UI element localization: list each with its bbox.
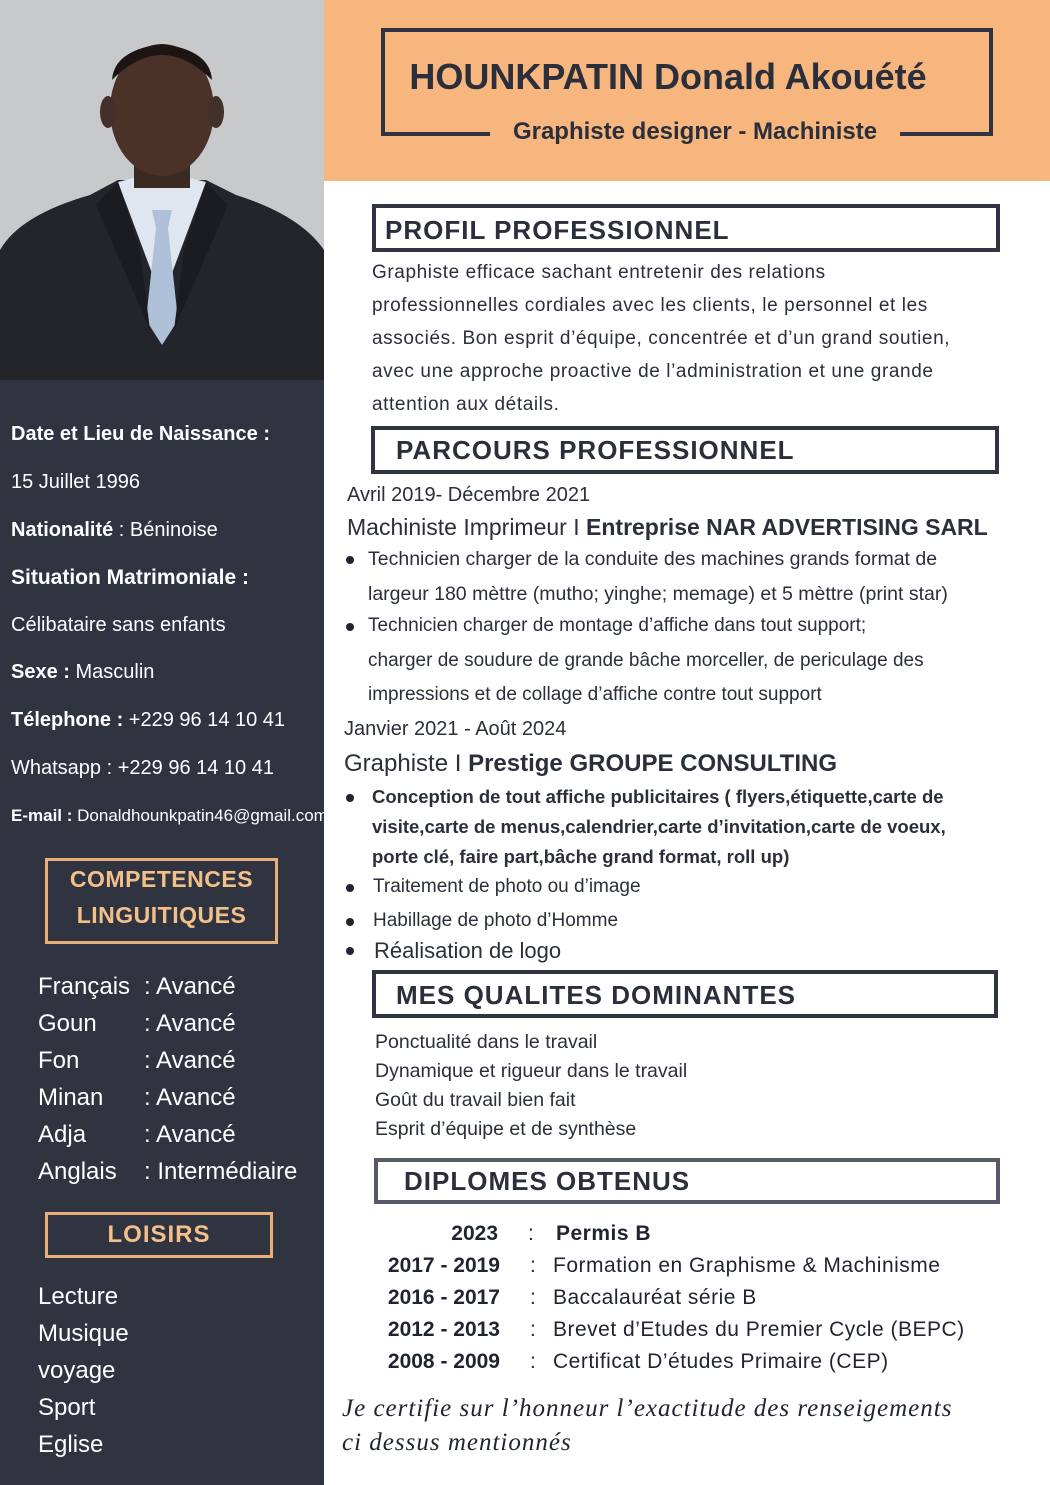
- sex-label: Sexe :: [11, 661, 70, 683]
- diploma-separator: :: [530, 1254, 536, 1277]
- marital-value: Célibataire sans enfants: [11, 614, 226, 636]
- diploma-year: 2012 - 2013: [387, 1318, 500, 1341]
- job-company: Entreprise NAR ADVERTISING SARL: [586, 514, 988, 540]
- job-period: Janvier 2021 - Août 2024: [344, 718, 567, 740]
- language-name: Goun: [38, 1010, 97, 1037]
- job-title-row: [344, 750, 837, 778]
- sex-value: Masculin: [69, 661, 155, 683]
- job-bullet-line: Habillage de photo d’Homme: [373, 910, 619, 931]
- language-item: [38, 1047, 236, 1075]
- language-level: : Intermédiaire: [144, 1158, 298, 1185]
- job-bullet-line: Technicien charger de la conduite des machines grands format de: [368, 548, 938, 570]
- certification-line2: ci dessus mentionnés: [342, 1429, 572, 1456]
- sex-row: [11, 661, 154, 684]
- nationality-row: [11, 519, 218, 542]
- job-title-row: [347, 514, 988, 541]
- diploma-name: Brevet d’Etudes du Premier Cycle (BEPC): [553, 1318, 965, 1341]
- birth-label: Date et Lieu de Naissance :: [11, 423, 270, 445]
- career-title: PARCOURS PROFESSIONNEL: [396, 435, 795, 465]
- language-level: : Avancé: [144, 1084, 236, 1111]
- language-name: Adja: [38, 1121, 87, 1148]
- certification-line1: Je certifie sur l’honneur l’exactitude des renseigements: [342, 1395, 953, 1422]
- job-bullet-line: porte clé, faire part,bâche grand format, roll up): [372, 846, 790, 867]
- bullet-dot: [346, 556, 354, 564]
- language-item: [38, 1084, 236, 1112]
- phone-value: +229 96 14 10 41: [123, 709, 286, 731]
- diploma-year: 2016 - 2017: [387, 1286, 500, 1309]
- language-name: Anglais: [38, 1158, 117, 1185]
- language-level: : Avancé: [144, 1121, 236, 1148]
- hobby-item: Eglise: [38, 1431, 104, 1458]
- languages-title-line2: LINGUITIQUES: [76, 902, 247, 928]
- job-role: Machiniste Imprimeur I: [347, 514, 587, 540]
- diploma-year: 2023: [451, 1222, 498, 1245]
- job-bullet-line: impressions et de collage d’affiche contre tout support: [368, 684, 822, 705]
- diploma-year: 2017 - 2019: [387, 1254, 500, 1277]
- bullet-dot: [346, 794, 354, 802]
- phone-row: [11, 709, 285, 732]
- language-name: Français: [38, 973, 131, 1000]
- profile-photo: [0, 0, 324, 380]
- full-name: HOUNKPATIN Donald Akouété: [409, 56, 927, 97]
- job-company: Prestige GROUPE CONSULTING: [468, 750, 838, 777]
- whatsapp: Whatsapp : +229 96 14 10 41: [11, 757, 274, 779]
- diploma-name: Permis B: [556, 1222, 652, 1245]
- diploma-year: 2008 - 2009: [387, 1350, 500, 1373]
- hobby-item: voyage: [38, 1357, 116, 1384]
- portrait-image: [0, 0, 324, 380]
- job-bullet-line: Réalisation de logo: [374, 938, 562, 963]
- language-item: [38, 1010, 236, 1038]
- quality-item: Goût du travail bien fait: [375, 1089, 576, 1111]
- language-name: Fon: [38, 1047, 80, 1074]
- hobbies-title: LOISIRS: [107, 1221, 211, 1248]
- email-label: E-mail :: [11, 806, 73, 825]
- job-bullet-line: Conception de tout affiche publicitaires ( flyers,étiquette,carte de: [372, 786, 944, 807]
- diploma-name: Formation en Graphisme & Machinisme: [553, 1254, 941, 1277]
- hobby-item: Musique: [38, 1320, 129, 1347]
- language-item: [38, 973, 236, 1001]
- language-name: Minan: [38, 1084, 104, 1111]
- languages-title-box: [45, 858, 278, 944]
- job-period: Avril 2019- Décembre 2021: [347, 484, 591, 506]
- diploma-separator: :: [530, 1318, 536, 1341]
- quality-item: Dynamique et rigueur dans le travail: [375, 1060, 688, 1082]
- diploma-separator: :: [528, 1222, 534, 1245]
- diploma-name: Baccalauréat série B: [553, 1286, 757, 1309]
- qualities-title: MES QUALITES DOMINANTES: [396, 980, 797, 1010]
- profile-title: PROFIL PROFESSIONNEL: [385, 215, 730, 245]
- bullet-dot: [346, 623, 354, 631]
- birth-value: 15 Juillet 1996: [11, 471, 140, 493]
- job-role: Graphiste I: [344, 750, 469, 777]
- email-value[interactable]: Donaldhounkpatin46@gmail.com: [72, 806, 328, 825]
- language-level: : Avancé: [144, 1010, 236, 1037]
- marital-label: Situation Matrimoniale :: [11, 566, 250, 589]
- language-item: [38, 1121, 236, 1149]
- language-item: [38, 1158, 297, 1186]
- languages-title-line1: COMPETENCES: [69, 866, 254, 892]
- language-level: : Avancé: [144, 973, 236, 1000]
- job-bullet-line: largeur 180 mèttre (mutho; yinghe; memage) et 5 mèttre (print star): [368, 583, 948, 605]
- diploma-separator: :: [530, 1286, 536, 1309]
- phone-label: Télephone :: [11, 709, 124, 731]
- nationality-value: : Béninoise: [113, 519, 218, 541]
- job-bullet-line: Traitement de photo ou d’image: [373, 876, 641, 897]
- bullet-dot: [346, 918, 354, 926]
- hobbies-title-box: [45, 1212, 273, 1258]
- hobby-item: Sport: [38, 1394, 96, 1421]
- bullet-dot: [346, 884, 354, 892]
- email-row[interactable]: [11, 806, 328, 826]
- diploma-name: Certificat D’études Primaire (CEP): [553, 1350, 889, 1373]
- hobby-item: Lecture: [38, 1283, 119, 1310]
- nationality-label: Nationalité: [11, 519, 114, 541]
- diplomas-title: DIPLOMES OBTENUS: [404, 1166, 691, 1196]
- job-bullet-line: Technicien charger de montage d’affiche dans tout support;: [368, 615, 867, 636]
- job-bullet-line: charger de soudure de grande bâche morceller, de periculage des: [368, 650, 924, 671]
- quality-item: Ponctualité dans le travail: [375, 1031, 598, 1053]
- certification-statement: [342, 1392, 1022, 1460]
- language-level: : Avancé: [144, 1047, 236, 1074]
- quality-item: Esprit d’équipe et de synthèse: [375, 1118, 637, 1140]
- bullet-dot: [346, 947, 354, 955]
- diploma-separator: :: [530, 1350, 536, 1373]
- job-bullet-line: visite,carte de menus,calendrier,carte d’invitation,carte de voeux,: [372, 816, 946, 837]
- profile-text: Graphiste efficace sachant entretenir des relations professionnelles cordiales avec les clients, le personnel et les associés. Bon esprit d’équipe, concentrée et d’un grand soutien, avec une approche proactive de l’administration et une grande attention aux détails.: [372, 262, 951, 415]
- job-subtitle: Graphiste designer - Machiniste: [490, 118, 900, 146]
